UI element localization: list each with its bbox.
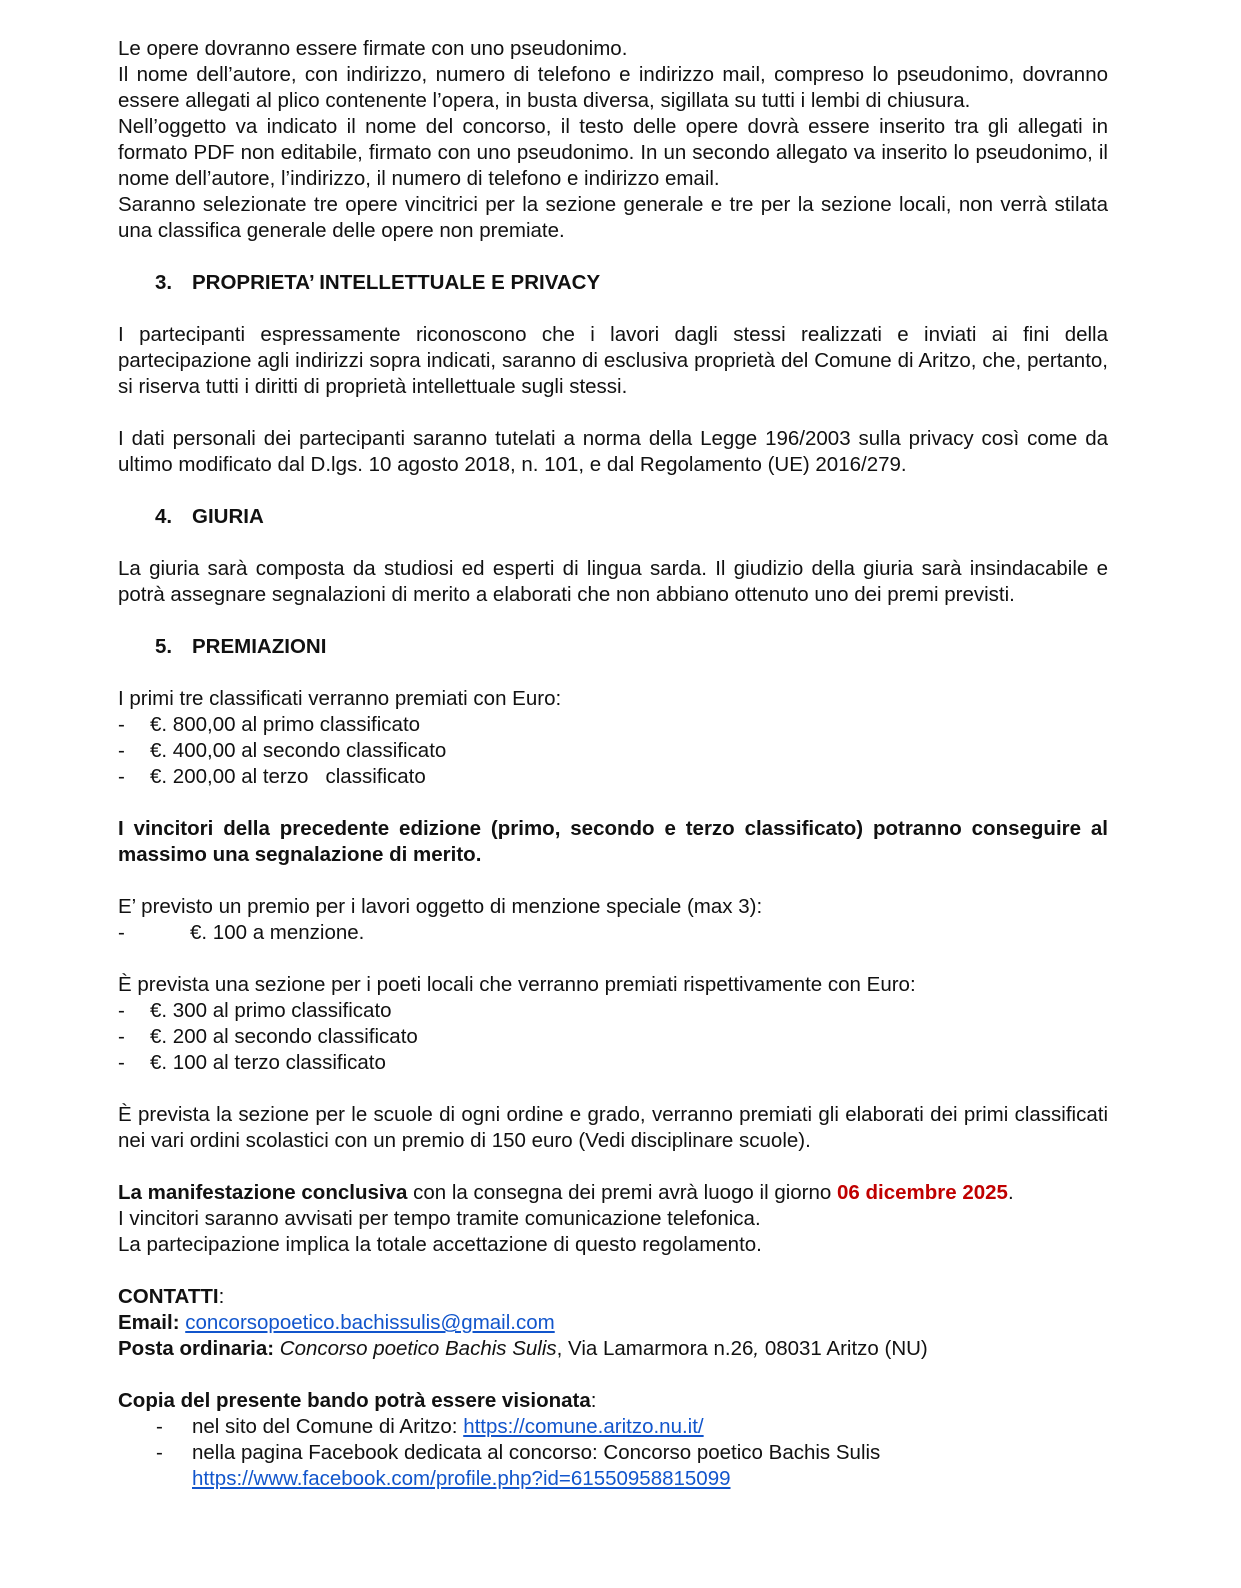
copy-heading: [118, 1388, 1108, 1414]
prize-1: €. 800,00 al primo classificato: [150, 713, 421, 736]
postal-line: [118, 1336, 1108, 1362]
section-5-title: PREMIAZIONI: [192, 635, 327, 658]
copy-colon: :: [590, 1389, 597, 1412]
postal-address-2: 08031 Aritzo (NU): [759, 1337, 928, 1360]
facebook-link[interactable]: https://www.facebook.com/profile.php?id=61550958815099: [192, 1467, 731, 1490]
winners-notice: I vincitori saranno avvisati per tempo tramite comunicazione telefonica.: [118, 1207, 761, 1230]
intro-paragraph-2: Il nome dell’autore, con indirizzo, numero di telefono e indirizzo mail, compreso lo pseudonimo, dovranno essere allegati al plico contenente l’opera, in busta diversa, sigillata su tutti i lembi di chiusura.: [118, 63, 1108, 112]
intro-paragraph-4: Saranno selezionate tre opere vincitrici per la sezione generale e tre per la sezione locali, non verrà stilata una classifica generale delle opere non premiate.: [118, 193, 1108, 242]
email-link[interactable]: concorsopoetico.bachissulis@gmail.com: [185, 1311, 555, 1334]
list-item: [118, 712, 1108, 738]
list-item: [118, 1024, 1108, 1050]
list-item: [118, 998, 1108, 1024]
special-mention-prize: €. 100 a menzione.: [190, 921, 365, 944]
document-page: [118, 36, 1108, 1492]
list-dash: -: [118, 921, 125, 944]
section-3-title: PROPRIETA’ INTELLETTUALE E PRIVACY: [192, 271, 601, 294]
copy-label: Copia del presente bando potrà essere visionata: [118, 1389, 591, 1412]
list-dash: -: [156, 1441, 163, 1464]
final-event-end: .: [1007, 1181, 1014, 1204]
list-item: [118, 738, 1108, 764]
intro-paragraph-3: Nell’oggetto va indicato il nome del concorso, il testo delle opere dovrà essere inserito tra gli allegati in formato PDF non editabile, firmato con uno pseudonimo. In un secondo allegato va inserito lo pseudonimo, il nome dell’autore, l’indirizzo, il numero di telefono e indirizzo email.: [118, 115, 1108, 190]
contacts-heading: [118, 1284, 1108, 1310]
list-dash: -: [118, 765, 125, 788]
list-item: [118, 1440, 1108, 1492]
list-item: [118, 1050, 1108, 1076]
postal-label: Posta ordinaria:: [118, 1337, 275, 1360]
facebook-text: nella pagina Facebook dedicata al concorso: Concorso poetico Bachis Sulis: [192, 1441, 881, 1464]
intro-paragraph-1: Le opere dovranno essere firmate con uno pseudonimo.: [118, 37, 628, 60]
list-item: [118, 1414, 1108, 1440]
postal-address-sep: ,: [753, 1337, 760, 1360]
list-dash: -: [118, 999, 125, 1022]
local-prize-3: €. 100 al terzo classificato: [150, 1051, 386, 1074]
section-3-heading: [118, 270, 1108, 296]
section-4-heading: [118, 504, 1108, 530]
prizes-intro: I primi tre classificati verranno premiati con Euro:: [118, 687, 562, 710]
site-link[interactable]: https://comune.aritzo.nu.it/: [463, 1415, 704, 1438]
contacts-colon: :: [218, 1285, 225, 1308]
email-label: Email:: [118, 1311, 180, 1334]
special-mention-intro: E’ previsto un premio per i lavori oggetto di menzione speciale (max 3):: [118, 895, 763, 918]
prize-2: €. 400,00 al secondo classificato: [150, 739, 447, 762]
section-5-number: 5.: [155, 635, 173, 658]
final-event-paragraph: [118, 1180, 1108, 1206]
postal-name: Concorso poetico Bachis Sulis: [279, 1337, 557, 1360]
postal-address-1: , Via Lamarmora n.26: [556, 1337, 754, 1360]
list-dash: -: [118, 1051, 125, 1074]
local-prize-1: €. 300 al primo classificato: [150, 999, 392, 1022]
list-dash: -: [118, 1025, 125, 1048]
local-poets-intro: È prevista una sezione per i poeti locali che verranno premiati rispettivamente con Euro:: [118, 973, 916, 996]
acceptance-notice: La partecipazione implica la totale accettazione di questo regolamento.: [118, 1233, 762, 1256]
previous-winners-note: I vincitori della precedente edizione (primo, secondo e terzo classificato) potranno conseguire al massimo una segnalazione di merito.: [118, 817, 1108, 866]
list-dash: -: [156, 1415, 163, 1438]
section-4-title: GIURIA: [192, 505, 264, 528]
list-dash: -: [118, 713, 125, 736]
contacts-title: CONTATTI: [118, 1285, 219, 1308]
final-event-text: con la consegna dei premi avrà luogo il giorno: [407, 1181, 837, 1204]
section-3-paragraph-2: I dati personali dei partecipanti saranno tutelati a norma della Legge 196/2003 sulla privacy così come da ultimo modificato dal D.lgs. 10 agosto 2018, n. 101, e dal Regolamento (UE) 2016/279.: [118, 427, 1108, 476]
section-5-heading: [118, 634, 1108, 660]
list-item: [118, 920, 1108, 946]
section-3-number: 3.: [155, 271, 173, 294]
section-4-paragraph-1: La giuria sarà composta da studiosi ed esperti di lingua sarda. Il giudizio della giuria sarà insindacabile e potrà assegnare segnalazioni di merito a elaborati che non abbiano ottenuto uno dei premi previsti.: [118, 557, 1108, 606]
site-text: nel sito del Comune di Aritzo:: [192, 1415, 464, 1438]
list-item: [118, 764, 1108, 790]
schools-section-paragraph: È prevista la sezione per le scuole di ogni ordine e grado, verranno premiati gli elaborati dei primi classificati nei vari ordini scolastici con un premio di 150 euro (Vedi disciplinare scuole).: [118, 1103, 1108, 1152]
final-event-bold: La manifestazione conclusiva: [118, 1181, 408, 1204]
section-3-paragraph-1: I partecipanti espressamente riconoscono che i lavori dagli stessi realizzati e inviati ai fini della partecipazione agli indirizzi sopra indicati, saranno di esclusiva proprietà del Comune di Aritzo, che, pertanto, si riserva tutti i diritti di proprietà intellettuale sugli stessi.: [118, 323, 1108, 398]
final-event-date: 06 dicembre 2025: [837, 1181, 1008, 1204]
list-dash: -: [118, 739, 125, 762]
local-prize-2: €. 200 al secondo classificato: [150, 1025, 418, 1048]
section-4-number: 4.: [155, 505, 173, 528]
email-line: [118, 1310, 1108, 1336]
prize-3: €. 200,00 al terzo classificato: [150, 765, 426, 788]
